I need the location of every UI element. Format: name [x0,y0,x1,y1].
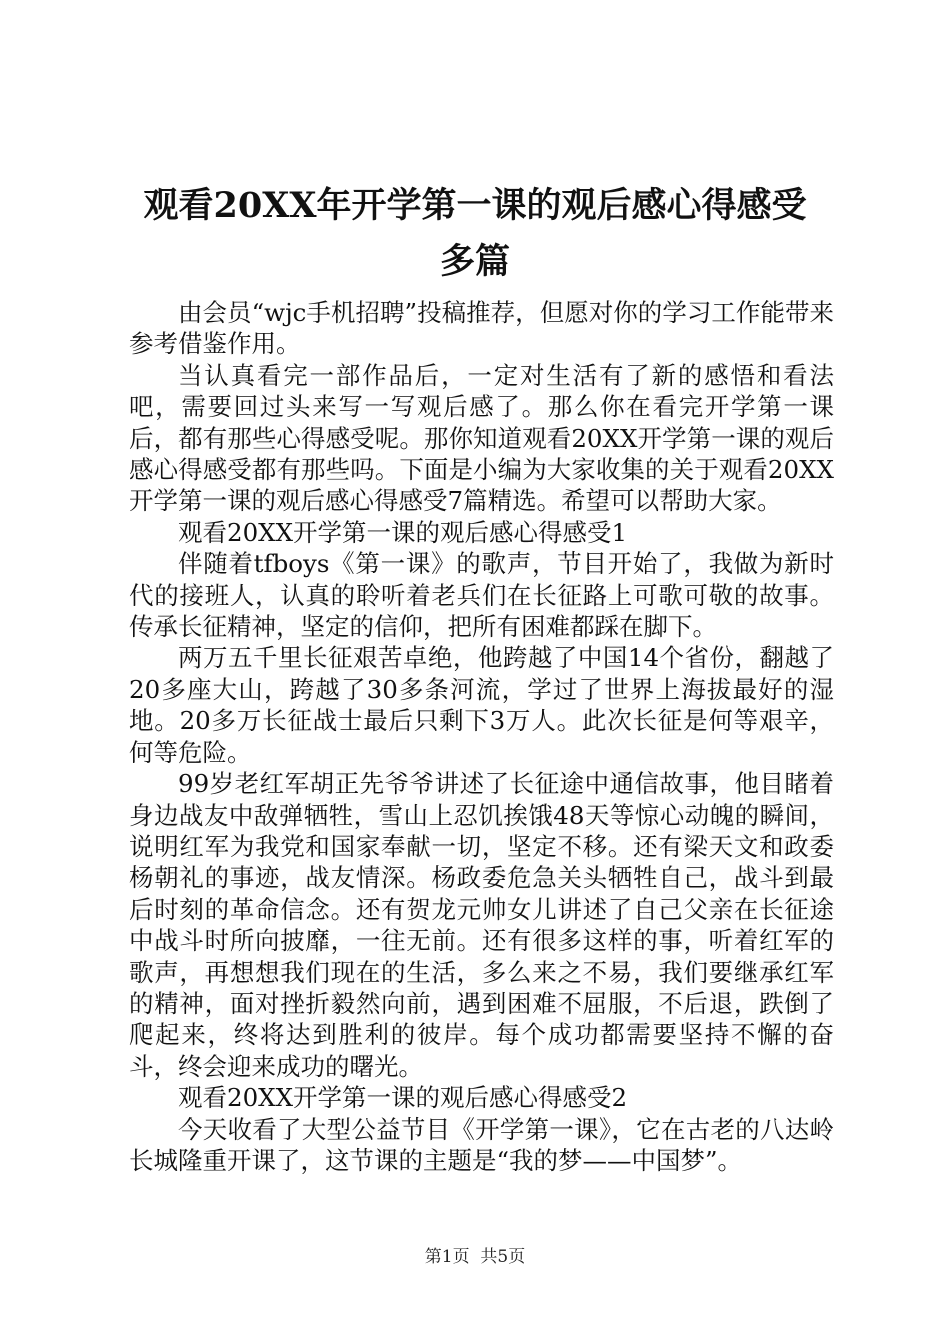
intro-paragraph: 由会员“wjc手机招聘”投稿推荐，但愿对你的学习工作能带来参考借鉴作用。 [129,298,834,359]
page-footer [0,1246,950,1268]
page-number: 第1页 [424,1247,470,1267]
body-paragraph: 99岁老红军胡正先爷爷讲述了长征途中通信故事，他目睹着身边战友中敌弹牺牲，雪山上忍饥挨饿48天等惊心动魄的瞬间，说明红军为我党和国家奉献一切，坚定不移。还有梁天文和政委杨朝礼的事迹，战友情深。杨政委危急关头牺牲自己，战斗到最后时刻的革命信念。还有贺龙元帅女儿讲述了自己父亲在长征途中战斗时所向披靡，一往无前。还有很多这样的事，听着红军的歌声，再想想我们现在的生活，多么来之不易，我们要继承红军的精神，面对挫折毅然向前，遇到困难不屈服，不后退，跌倒了爬起来，终将达到胜利的彼岸。每个成功都需要坚持不懈的奋斗，终会迎来成功的曙光。 [129,769,834,1081]
page-total: 共5页 [480,1247,526,1267]
document-title: 观看20XX年开学第一课的观后感心得感受多篇 [143,185,807,282]
body-paragraph: 伴随着tfboys《第一课》的歌声，节目开始了，我做为新时代的接班人，认真的聆听着老兵们在长征路上可歌可敬的故事。传承长征精神，坚定的信仰，把所有困难都踩在脚下。 [129,549,834,642]
body-paragraph: 两万五千里长征艰苦卓绝，他跨越了中国14个省份，翻越了20多座大山，跨越了30多条河流，学过了世界上海拔最好的湿地。20多万长征战士最后只剩下3万人。此次长征是何等艰辛，何等危险。 [129,643,834,767]
body-paragraph: 今天收看了大型公益节目《开学第一课》，它在古老的八达岭长城隆重开课了，这节课的主题是“我的梦——中国梦”。 [129,1114,834,1175]
summary-paragraph: 当认真看完一部作品后，一定对生活有了新的感悟和看法吧，需要回过头来写一写观后感了。那么你在看完开学第一课后，都有那些心得感受呢。那你知道观看20XX开学第一课的观后感心得感受都有那些吗。下面是小编为大家收集的关于观看20XX开学第一课的观后感心得感受7篇精选。希望可以帮助大家。 [129,360,834,516]
document-body [129,297,834,1176]
section-heading-2: 观看20XX开学第一课的观后感心得感受2 [178,1083,628,1113]
section-heading-1: 观看20XX开学第一课的观后感心得感受1 [178,517,628,547]
